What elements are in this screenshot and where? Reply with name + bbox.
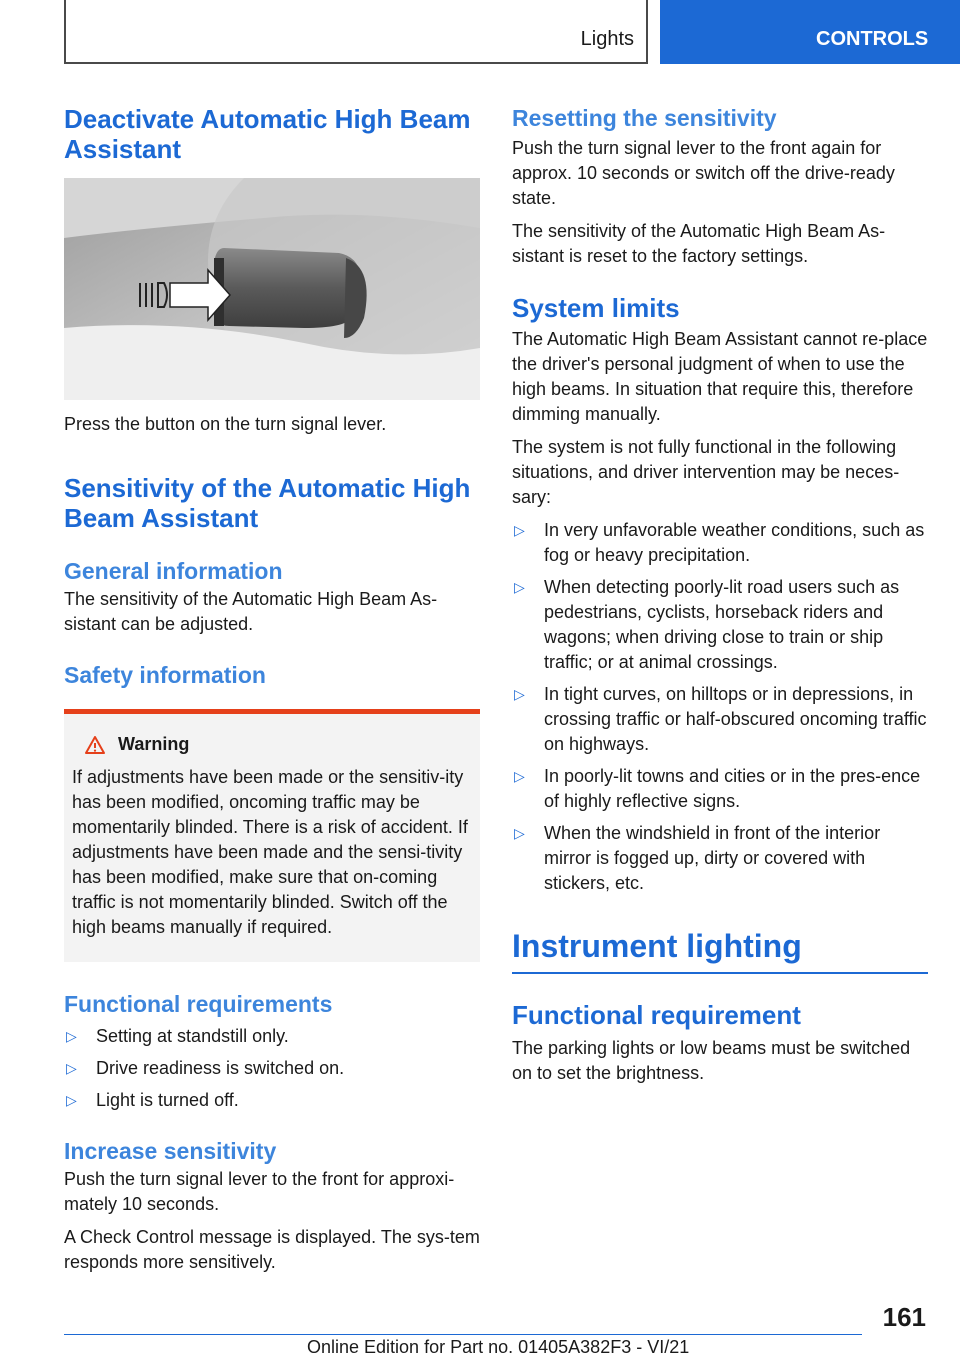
lever-illustration xyxy=(64,178,480,400)
functional-requirements-list xyxy=(64,1024,480,1113)
list-item: ▷ In poorly-lit towns and cities or in the pres-ence of highly reflective signs. xyxy=(512,764,928,814)
header-chapter-tab[interactable]: CONTROLS xyxy=(660,0,960,64)
system-limits-list xyxy=(512,518,928,896)
image-caption: Press the button on the turn signal lever. xyxy=(64,414,387,434)
list-item: ▷ Drive readiness is switched on. xyxy=(64,1056,480,1081)
triangle-bullet-icon: ▷ xyxy=(514,579,525,595)
resetting-text-2: The sensitivity of the Automatic High Beam As-sistant is reset to the factory settings. xyxy=(512,221,886,266)
list-item: ▷ When the windshield in front of the interior mirror is fogged up, dirty or covered with stickers, etc. xyxy=(512,821,928,896)
sensitivity-heading: Sensitivity of the Automatic High Beam Assistant xyxy=(64,473,471,533)
list-item: ▷ Setting at standstill only. xyxy=(64,1024,480,1049)
system-limits-text-1: The Automatic High Beam Assistant cannot re-place the driver's personal judgment of when to use the high beams. In situation that require this, therefore dimming manually. xyxy=(512,329,928,424)
deactivate-heading: Deactivate Automatic High Beam Assistant xyxy=(64,104,471,164)
resetting-text-1: Push the turn signal lever to the front again for approx. 10 seconds or switch off the drive-ready state. xyxy=(512,138,895,208)
warning-text: If adjustments have been made or the sensitiv-ity has been modified, oncoming traffic may be momentarily blinded. There is a risk of accident. If adjustments have been made and the sensi-tivity has been modified, make sure that on-coming traffic is not momentarily blinded. Switch off the high beams manually if required. xyxy=(72,767,468,937)
safety-information-heading: Safety information xyxy=(64,662,266,688)
warning-triangle-icon xyxy=(84,735,106,755)
warning-box xyxy=(64,709,480,962)
triangle-bullet-icon: ▷ xyxy=(514,686,525,702)
general-information-heading: General information xyxy=(64,558,283,584)
list-item: ▷ When detecting poorly-lit road users such as pedestrians, cyclists, horseback riders and wagons; when driving close to train or ship traffic; or at animal crossings. xyxy=(512,575,928,675)
functional-requirement-text: The parking lights or low beams must be switched on to set the brightness. xyxy=(512,1038,911,1083)
resetting-sensitivity-heading: Resetting the sensitivity xyxy=(512,105,777,131)
left-column xyxy=(64,100,480,1275)
increase-sensitivity-text-2: A Check Control message is displayed. The sys-tem responds more sensitively. xyxy=(64,1227,480,1272)
list-item: ▷ In very unfavorable weather conditions, such as fog or heavy precipitation. xyxy=(512,518,928,568)
footer-rule xyxy=(64,1334,862,1335)
triangle-bullet-icon: ▷ xyxy=(66,1060,77,1076)
list-item: ▷ In tight curves, on hilltops or in depressions, in crossing traffic or half-obscured oncoming traffic on highways. xyxy=(512,682,928,757)
page-number: 161 xyxy=(882,1302,926,1332)
increase-sensitivity-text-1: Push the turn signal lever to the front for approxi-mately 10 seconds. xyxy=(64,1169,455,1214)
triangle-bullet-icon: ▷ xyxy=(514,522,525,538)
triangle-bullet-icon: ▷ xyxy=(514,768,525,784)
turn-signal-lever-image xyxy=(64,178,480,400)
section-rule xyxy=(512,972,928,974)
triangle-bullet-icon: ▷ xyxy=(66,1092,77,1108)
warning-title: Warning xyxy=(118,734,190,754)
triangle-bullet-icon: ▷ xyxy=(514,825,525,841)
header-frame xyxy=(64,0,648,64)
footer-edition: Online Edition for Part no. 01405A382F3 - VI/21 xyxy=(307,1337,690,1357)
list-item: ▷ Light is turned off. xyxy=(64,1088,480,1113)
header-section-title: Lights xyxy=(580,28,634,50)
increase-sensitivity-heading: Increase sensitivity xyxy=(64,1138,277,1164)
functional-requirements-heading: Functional requirements xyxy=(64,991,333,1017)
warning-title-row xyxy=(84,734,472,755)
right-column xyxy=(512,100,928,1086)
system-limits-text-2: The system is not fully functional in the following situations, and driver intervention may be neces-sary: xyxy=(512,437,900,507)
system-limits-heading: System limits xyxy=(512,293,680,323)
functional-requirement-heading: Functional requirement xyxy=(512,1000,801,1030)
triangle-bullet-icon: ▷ xyxy=(66,1028,77,1044)
general-information-text: The sensitivity of the Automatic High Beam As-sistant can be adjusted. xyxy=(64,589,438,634)
instrument-lighting-heading: Instrument lighting xyxy=(512,928,802,964)
